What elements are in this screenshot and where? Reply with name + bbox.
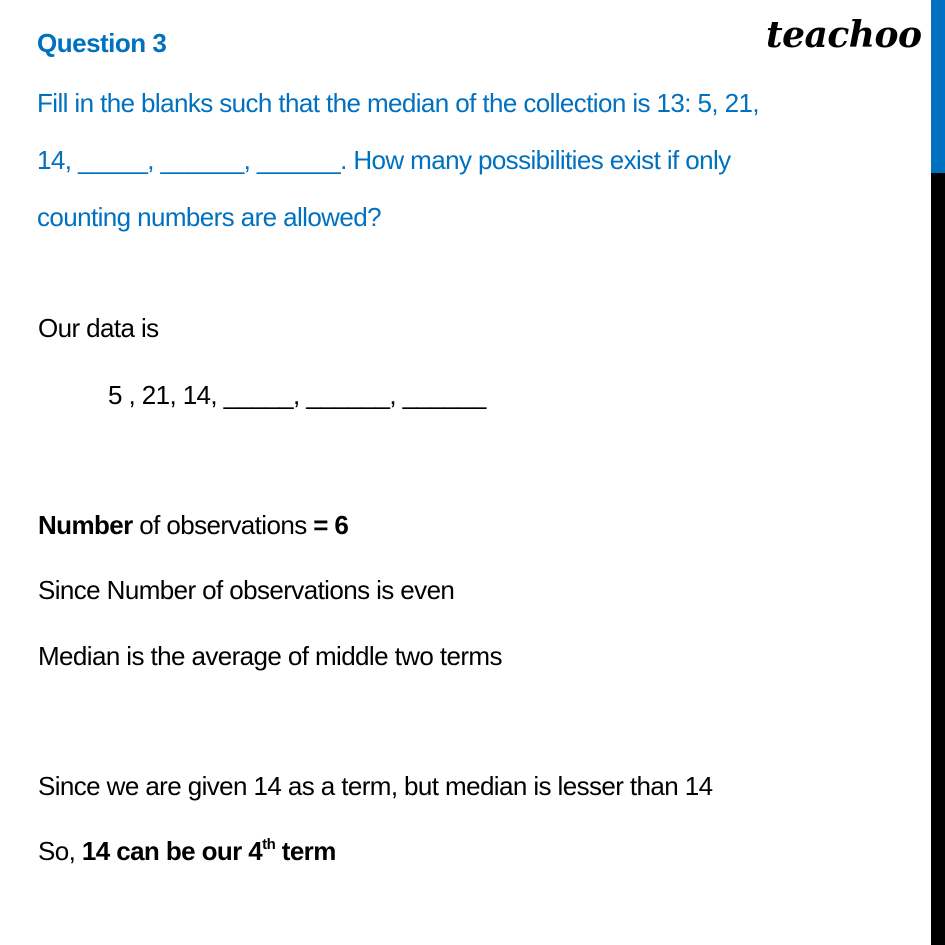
- question-line-2: 14, _____, ______, ______. How many possibilities exist if only: [37, 145, 731, 175]
- teachoo-logo: teachoo: [766, 14, 922, 56]
- observations-count: = 6: [313, 510, 349, 540]
- conclusion-bold-end: term: [275, 836, 336, 866]
- conclusion-superscript: th: [262, 836, 276, 853]
- given-statement: Since we are given 14 as a term, but median is lesser than 14: [38, 771, 713, 801]
- observations-bold-prefix: Number: [38, 510, 133, 540]
- side-accent-bar-blue: [931, 0, 945, 173]
- side-accent-bar-black: [931, 173, 945, 945]
- question-line-1: Fill in the blanks such that the median of the collection is 13: 5, 21,: [37, 88, 759, 118]
- observations-text: of observations: [132, 510, 314, 540]
- observations-statement: [38, 510, 348, 541]
- conclusion-prefix: So,: [38, 836, 82, 866]
- question-line-3: counting numbers are allowed?: [37, 202, 381, 232]
- question-title: Question 3: [37, 28, 167, 58]
- data-intro: Our data is: [38, 313, 159, 343]
- conclusion-bold-main: 14 can be our 4: [81, 836, 263, 866]
- data-series: 5 , 21, 14, _____, ______, ______: [108, 380, 486, 410]
- median-statement: Median is the average of middle two terms: [38, 641, 502, 671]
- even-statement: Since Number of observations is even: [38, 575, 455, 605]
- conclusion-statement: [38, 836, 336, 867]
